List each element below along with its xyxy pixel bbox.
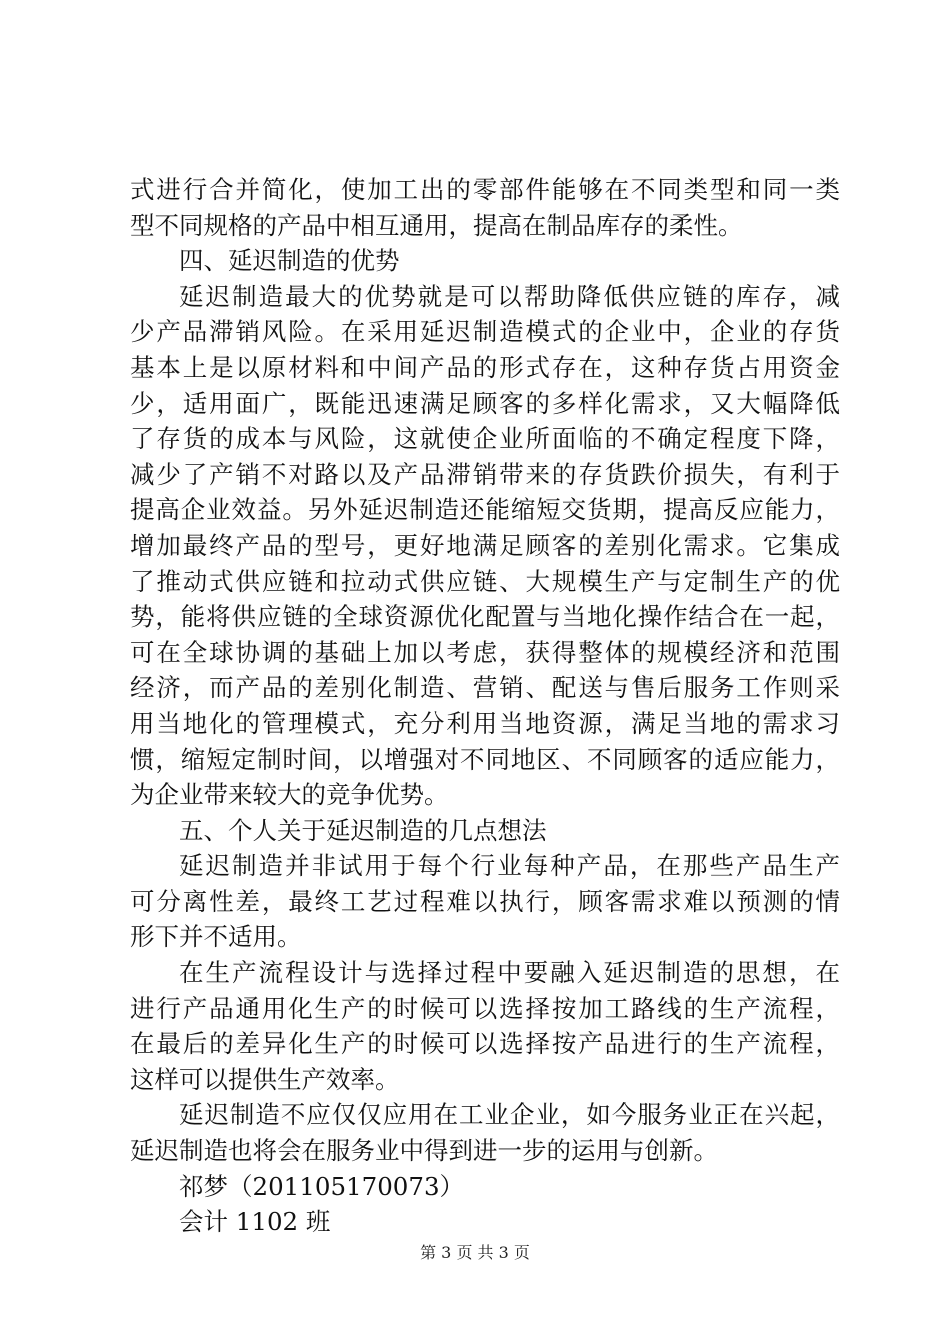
document-body [130, 172, 840, 1240]
paragraph-line: 延迟制造并非试用于每个行业每种产品，在那些产品生产 [179, 851, 840, 881]
paragraph-line: 增加最终产品的型号，更好地满足顾客的差别化需求。它集成 [130, 530, 840, 560]
paragraph-line: 进行产品通用化生产的时候可以选择按加工路线的生产流程， [130, 993, 840, 1023]
paragraph-line: 少，适用面广，既能迅速满足顾客的多样化需求，又大幅降低 [130, 388, 840, 418]
paragraph-line: 形下并不适用。 [130, 922, 302, 952]
paragraph-line: 惯，缩短定制时间，以增强对不同地区、不同顾客的适应能力， [130, 744, 840, 774]
paragraph-line: 势，能将供应链的全球资源优化配置与当地化操作结合在一起， [130, 602, 840, 632]
paragraph-line: 为企业带来较大的竞争优势。 [130, 780, 449, 810]
paragraph-line: 这样可以提供生产效率。 [130, 1064, 400, 1094]
section-heading: 四、延迟制造的优势 [179, 246, 400, 276]
paragraph-line: 在最后的差异化生产的时候可以选择按产品进行的生产流程， [130, 1029, 840, 1059]
signature-line: 会计 1102 班 [179, 1207, 331, 1237]
paragraph-line: 可分离性差，最终工艺过程难以执行，顾客需求难以预测的情 [130, 886, 840, 916]
paragraph-line: 提高企业效益。另外延迟制造还能缩短交货期，提高反应能力， [130, 495, 840, 525]
paragraph-line: 了推动式供应链和拉动式供应链、大规模生产与定制生产的优 [130, 566, 840, 596]
paragraph-line: 可在全球协调的基础上加以考虑，获得整体的规模经济和范围 [130, 637, 840, 667]
signature-line: 祁梦（201105170073） [179, 1171, 465, 1201]
paragraph-line: 在生产流程设计与选择过程中要融入延迟制造的思想，在 [179, 958, 840, 988]
paragraph-line: 式进行合并简化，使加工出的零部件能够在不同类型和同一类 [130, 175, 840, 204]
paragraph-line: 延迟制造也将会在服务业中得到进一步的运用与创新。 [130, 1136, 718, 1166]
paragraph-line: 经济，而产品的差别化制造、营销、配送与售后服务工作则采 [130, 673, 840, 703]
page-footer: 第 3 页 共 3 页 [420, 1243, 530, 1262]
paragraph-line: 用当地化的管理模式，充分利用当地资源，满足当地的需求习 [130, 708, 840, 738]
paragraph-line: 减少了产销不对路以及产品滞销带来的存货跌价损失，有利于 [130, 459, 840, 489]
paragraph-line: 少产品滞销风险。在采用延迟制造模式的企业中，企业的存货 [130, 317, 840, 347]
paragraph-line: 型不同规格的产品中相互通用，提高在制品库存的柔性。 [130, 210, 743, 240]
paragraph-line: 延迟制造不应仅仅应用在工业企业，如今服务业正在兴起， [179, 1100, 840, 1130]
paragraph-line: 延迟制造最大的优势就是可以帮助降低供应链的库存，减 [179, 281, 840, 311]
paragraph-line: 基本上是以原材料和中间产品的形式存在，这种存货占用资金 [130, 352, 840, 382]
section-heading: 五、个人关于延迟制造的几点想法 [179, 815, 547, 845]
paragraph-line: 了存货的成本与风险，这就使企业所面临的不确定程度下降， [130, 424, 840, 454]
